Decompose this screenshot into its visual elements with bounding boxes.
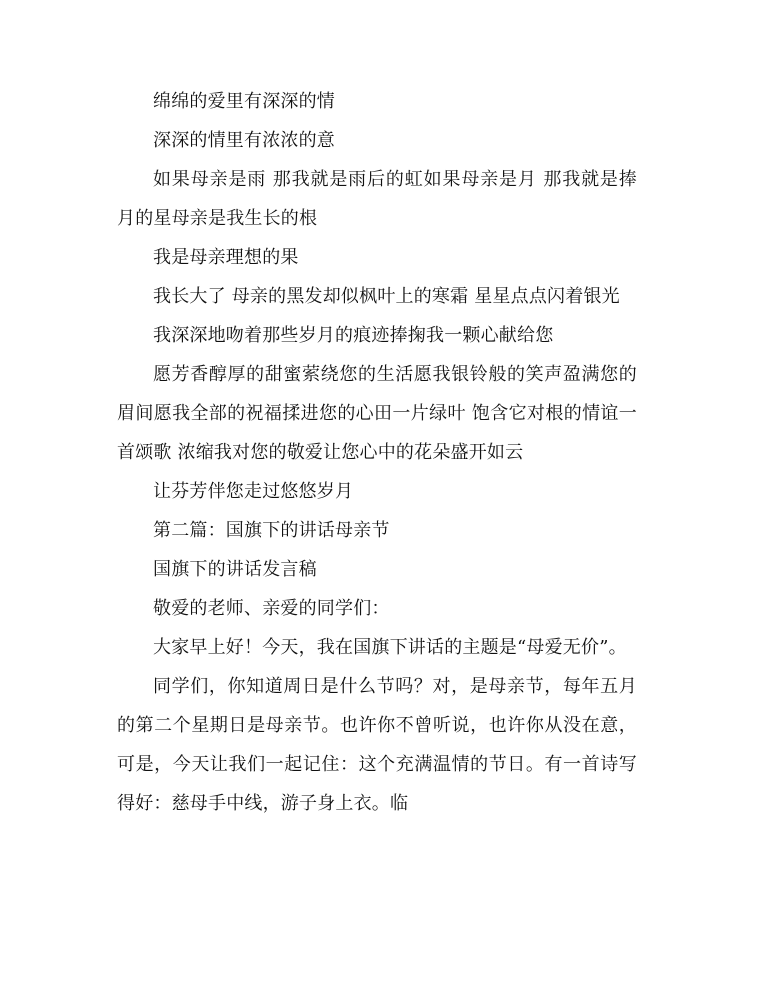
section-heading: 第二篇：国旗下的讲话母亲节 (153, 520, 390, 541)
document-body (117, 82, 637, 823)
section-subtitle: 国旗下的讲话发言稿 (153, 559, 317, 580)
paragraph-8: 让芬芳伴您走过悠悠岁月 (153, 481, 354, 502)
paragraph-6: 我深深地吻着那些岁月的痕迹捧掬我一颗心献给您 (153, 325, 554, 346)
paragraph-2: 深深的情里有浓浓的意 (153, 130, 335, 151)
paragraph-4: 我是母亲理想的果 (153, 247, 299, 268)
paragraph-7: 愿芳香醇厚的甜蜜萦绕您的生活愿我银铃般的笑声盈满您的眉间愿我全部的祝福揉进您的心田一片绿叶 饱含它对根的情谊一首颂歌 浓缩我对您的敬爱让您心中的花朵盛开如云 (117, 364, 637, 463)
paragraph-5: 我长大了 母亲的黑发却似枫叶上的寒霜 星星点点闪着银光 (153, 286, 620, 307)
paragraph-12: 大家早上好！今天，我在国旗下讲话的主题是“母爱无价”。 (153, 637, 627, 658)
paragraph-1: 绵绵的爱里有深深的情 (153, 91, 335, 112)
greeting: 敬爱的老师、亲爱的同学们： (153, 598, 390, 619)
paragraph-3: 如果母亲是雨 那我就是雨后的虹如果母亲是月 那我就是捧月的星母亲是我生长的根 (117, 169, 637, 229)
paragraph-13: 同学们，你知道周日是什么节吗？对，是母亲节，每年五月的第二个星期日是母亲节。也许你不曾听说，也许你从没在意，可是，今天让我们一起记住：这个充满温情的节日。有一首诗写得好：慈母手中线，游子身上衣。临 (117, 676, 637, 814)
